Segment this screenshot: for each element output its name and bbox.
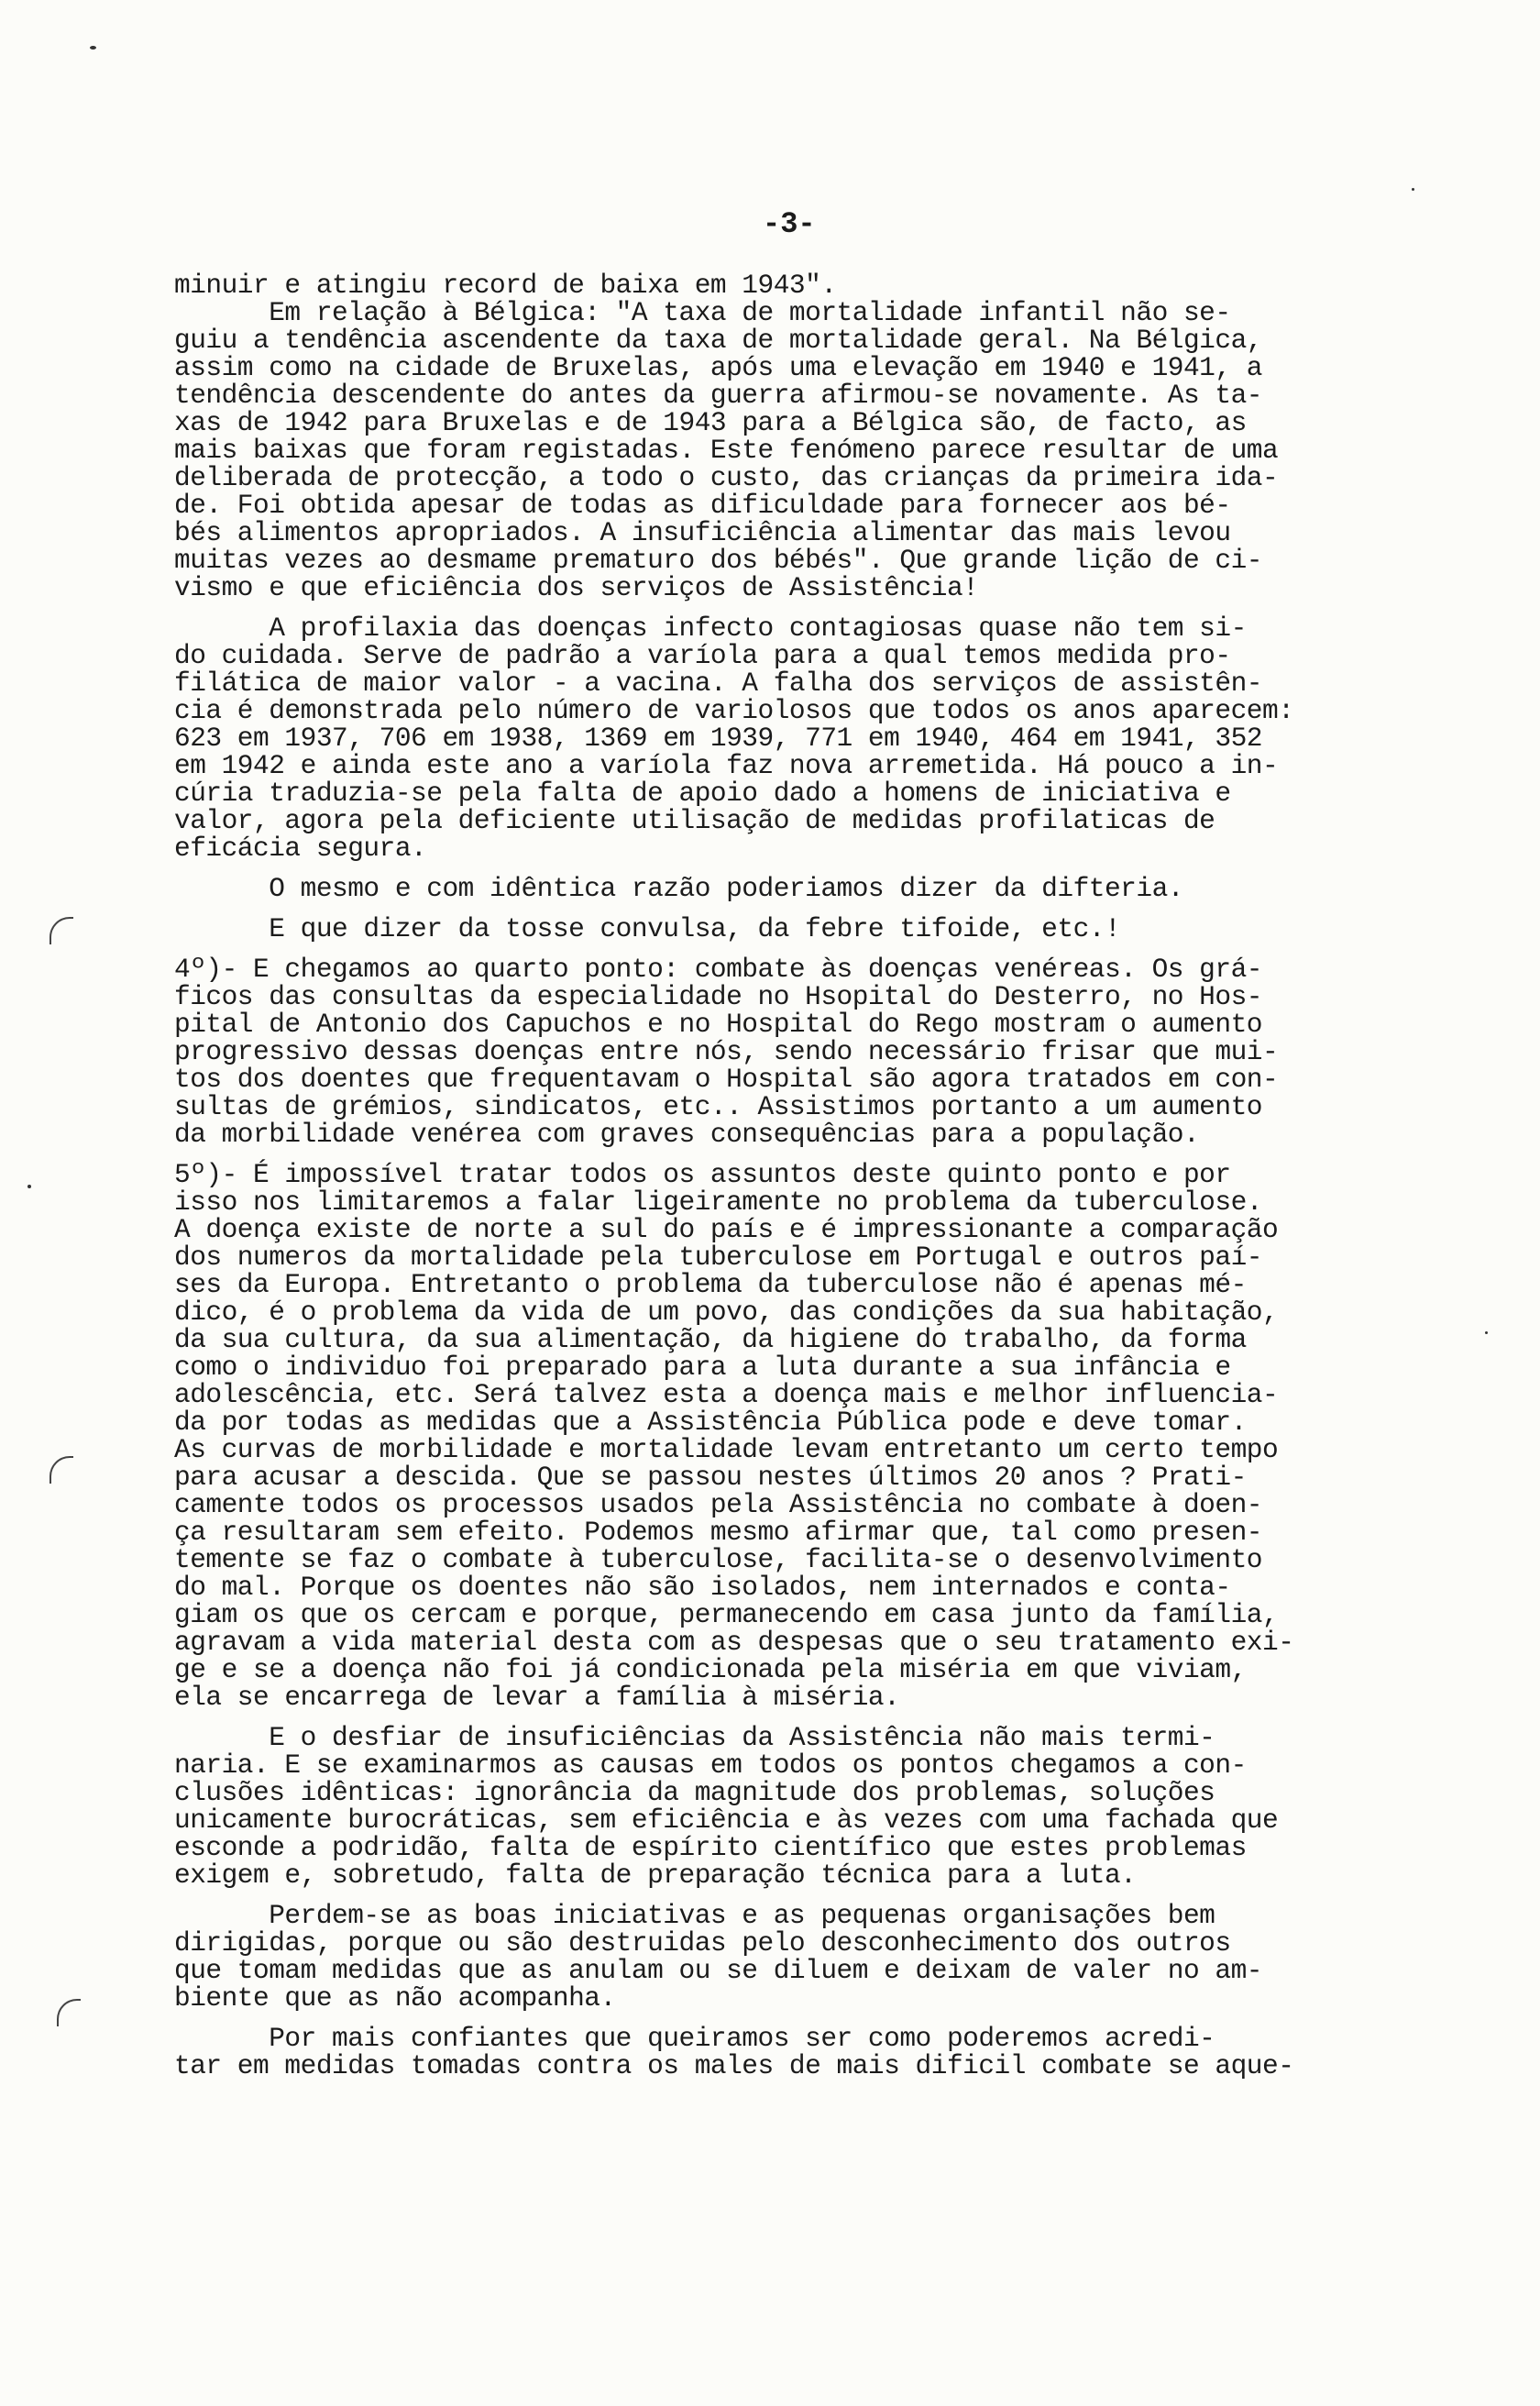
text-line: adolescência, etc. Será talvez esta a doença mais e melhor influencia- <box>174 1379 1279 1410</box>
text-line: dico, é o problema da vida de um povo, das condições da sua habitação, <box>174 1297 1279 1328</box>
text-line: 623 em 1937, 706 em 1938, 1369 em 1939, 771 em 1940, 464 em 1941, 352 <box>174 723 1262 754</box>
text-line: As curvas de morbilidade e mortalidade levam entretanto um certo tempo <box>174 1434 1279 1465</box>
text-line: minuir e atingiu record de baixa em 1943". <box>174 270 837 301</box>
scan-margin-mark <box>57 1999 81 2026</box>
text-line: esconde a podridão, falta de espírito científico que estes problemas <box>174 1832 1247 1863</box>
text-line: filática de maior valor - a vacina. A falha dos serviços de assistên- <box>174 668 1262 699</box>
text-line: assim como na cidade de Bruxelas, após uma elevação em 1940 e 1941, a <box>174 352 1262 383</box>
text-line: do mal. Porque os doentes não são isolados, nem internados e conta- <box>174 1572 1231 1603</box>
text-line: eficácia segura. <box>174 833 427 864</box>
text-line: xas de 1942 para Bruxelas e de 1943 para a Bélgica são, de facto, as <box>174 407 1247 438</box>
text-line: pital de Antonio dos Capuchos e no Hospital do Rego mostram o aumento <box>174 1009 1262 1040</box>
text-line: isso nos limitaremos a falar ligeiramente no problema da tuberculose. <box>174 1186 1262 1218</box>
text-line: para acusar a descida. Que se passou nestes últimos 20 anos ? Prati- <box>174 1462 1247 1493</box>
text-line: tar em medidas tomadas contra os males de mais dificil combate se aque- <box>174 2050 1294 2081</box>
text-line: camente todos os processos usados pela Assistência no combate à doen- <box>174 1489 1262 1520</box>
text-line: unicamente burocráticas, sem eficiência e às vezes com uma fachada que <box>174 1804 1279 1836</box>
text-line: ses da Europa. Entretanto o problema da tuberculose não é apenas mé- <box>174 1269 1247 1300</box>
text-line: naria. E se examinarmos as causas em todos os pontos chegamos a con- <box>174 1749 1247 1781</box>
text-line: progressivo dessas doenças entre nós, sendo necessário frisar que mui- <box>174 1036 1279 1067</box>
text-line: da sua cultura, da sua alimentação, da higiene do trabalho, da forma <box>174 1324 1247 1355</box>
text-line: mais baixas que foram registadas. Este fenómeno parece resultar de uma <box>174 435 1279 466</box>
text-line: de. Foi obtida apesar de todas as dificuldade para fornecer aos bé- <box>174 490 1231 521</box>
scan-speck <box>28 1185 31 1188</box>
text-line: ela se encarrega de levar a família à miséria. <box>174 1682 900 1713</box>
text-line: do cuidada. Serve de padrão a varíola para a qual temos medida pro- <box>174 640 1231 671</box>
text-line: muitas vezes ao desmame prematuro dos bébés". Que grande lição de ci- <box>174 545 1262 576</box>
text-line: guiu a tendência ascendente da taxa de mortalidade geral. Na Bélgica, <box>174 325 1262 356</box>
text-line: E o desfiar de insuficiências da Assistência não mais termi- <box>174 1722 1216 1753</box>
text-line: tendência descendente do antes da guerra afirmou-se novamente. As ta- <box>174 380 1262 411</box>
text-line: sultas de grémios, sindicatos, etc.. Assistimos portanto a um aumento <box>174 1091 1262 1122</box>
text-line: dos numeros da mortalidade pela tuberculose em Portugal e outros paí- <box>174 1242 1262 1273</box>
text-line: biente que as não acompanha. <box>174 1982 616 2014</box>
text-line: agravam a vida material desta com as despesas que o seu tratamento exi- <box>174 1627 1294 1658</box>
text-line: E que dizer da tosse convulsa, da febre tifoide, etc.! <box>174 913 1121 944</box>
text-line: 5º)- É impossível tratar todos os assuntos deste quinto ponto e por <box>174 1159 1231 1190</box>
text-line: temente se faz o combate à tuberculose, facilita-se o desenvolvimento <box>174 1544 1262 1575</box>
text-line: tos dos doentes que frequentavam o Hospital são agora tratados em con- <box>174 1064 1279 1095</box>
text-line: O mesmo e com idêntica razão poderiamos dizer da difteria. <box>174 873 1183 904</box>
text-line: deliberada de protecção, a todo o custo, das crianças da primeira ida- <box>174 462 1279 493</box>
scan-margin-mark <box>50 1456 73 1484</box>
text-line: exigem e, sobretudo, falta de preparação técnica para a luta. <box>174 1860 1137 1891</box>
text-line: dirigidas, porque ou são destruidas pelo desconhecimento dos outros <box>174 1927 1231 1959</box>
text-line: valor, agora pela deficiente utilisação de medidas profilaticas de <box>174 805 1216 836</box>
scan-speck <box>90 46 96 50</box>
text-line: ge e se a doença não foi já condicionada pela miséria em que viviam, <box>174 1654 1247 1685</box>
scan-speck <box>1485 1331 1488 1334</box>
text-line: que tomam medidas que as anulam ou se diluem e deixam de valer no am- <box>174 1955 1262 1986</box>
text-line: bés alimentos apropriados. A insuficiência alimentar das mais levou <box>174 517 1231 548</box>
text-line: cia é demonstrada pelo número de variolosos que todos os anos aparecem: <box>174 695 1294 726</box>
text-line: A profilaxia das doenças infecto contagiosas quase não tem si- <box>174 613 1247 644</box>
scan-margin-mark <box>50 917 73 944</box>
text-line: ficos das consultas da especialidade no Hsopital do Desterro, no Hos- <box>174 981 1262 1012</box>
text-line: vismo e que eficiência dos serviços de Assistência! <box>174 572 979 603</box>
text-line: A doença existe de norte a sul do país e é impressionante a comparação <box>174 1214 1279 1245</box>
text-line: como o individuo foi preparado para a luta durante a sua infância e <box>174 1352 1231 1383</box>
scan-speck <box>1412 188 1414 191</box>
text-line: clusões idênticas: ignorância da magnitude dos problemas, soluções <box>174 1777 1216 1808</box>
text-line: da morbilidade venérea com graves consequências para a população. <box>174 1119 1200 1150</box>
text-line: Por mais confiantes que queiramos ser como poderemos acredi- <box>174 2023 1216 2054</box>
page-number: -3- <box>763 207 816 241</box>
text-line: Perdem-se as boas iniciativas e as pequenas organisações bem <box>174 1900 1216 1931</box>
text-line: ça resultaram sem efeito. Podemos mesmo afirmar que, tal como presen- <box>174 1517 1262 1548</box>
text-line: Em relação à Bélgica: "A taxa de mortalidade infantil não se- <box>174 297 1231 328</box>
document-body <box>174 271 1476 2080</box>
text-line: giam os que os cercam e porque, permanecendo em casa junto da família, <box>174 1599 1279 1630</box>
text-line: da por todas as medidas que a Assistência Pública pode e deve tomar. <box>174 1407 1247 1438</box>
text-line: em 1942 e ainda este ano a varíola faz nova arremetida. Há pouco a in- <box>174 750 1279 781</box>
text-line: cúria traduzia-se pela falta de apoio dado a homens de iniciativa e <box>174 778 1231 809</box>
text-line: 4º)- E chegamos ao quarto ponto: combate às doenças venéreas. Os grá- <box>174 954 1262 985</box>
